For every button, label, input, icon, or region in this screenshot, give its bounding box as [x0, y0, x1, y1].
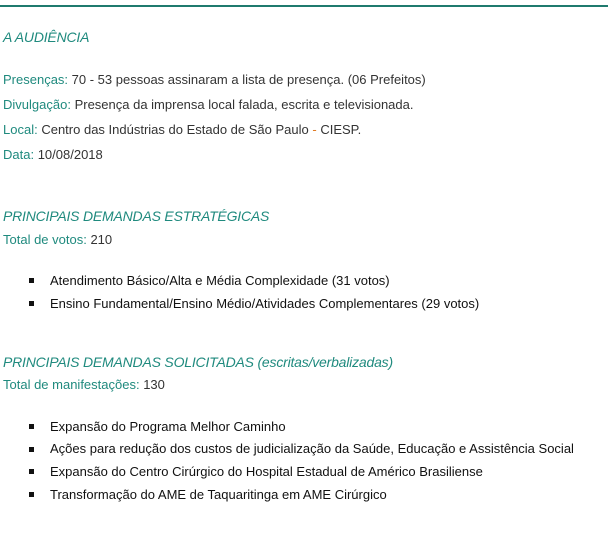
total-manifestacoes-label: Total de manifestações:	[3, 377, 140, 392]
bullet-icon	[29, 301, 34, 306]
list-item: Ações para redução dos custos de judicialização da Saúde, Educação e Assistência Social	[0, 438, 595, 460]
list-item: Ensino Fundamental/Ensino Médio/Atividades Complementares (29 votos)	[0, 292, 595, 315]
bullet-icon	[29, 278, 34, 283]
list-item: Atendimento Básico/Alta e Média Complexidade (31 votos)	[0, 269, 595, 292]
total-votos-value: 210	[90, 232, 113, 247]
list-item: Expansão do Centro Cirúrgico do Hospital Estadual de Américo Brasiliense	[0, 460, 595, 483]
divulgacao-value: Presença da imprensa local falada, escrita e televisionada.	[74, 97, 414, 112]
list-item: Expansão do Programa Melhor Caminho	[0, 415, 595, 438]
estrategicas-list	[0, 269, 595, 315]
section-title-estrategicas: PRINCIPAIS DEMANDAS ESTRATÉGICAS	[3, 208, 270, 224]
presencas-line	[3, 72, 426, 87]
total-manifestacoes-value: 130	[143, 377, 165, 392]
data-label: Data:	[3, 147, 35, 162]
local-value: Centro das Indústrias do Estado de São Paulo	[41, 122, 309, 137]
total-manifestacoes-line	[3, 377, 165, 392]
data-value: 10/08/2018	[37, 147, 103, 162]
bullet-icon	[29, 469, 34, 474]
presencas-label: Presenças:	[3, 72, 69, 87]
divulgacao-label: Divulgação:	[3, 97, 71, 112]
section-title-solicitadas: PRINCIPAIS DEMANDAS SOLICITADAS (escritas/verbalizadas)	[3, 354, 393, 370]
presencas-value: 70 - 53 pessoas assinaram a lista de presença. (06 Prefeitos)	[71, 72, 426, 87]
bullet-icon	[29, 424, 34, 429]
solicitadas-list	[0, 415, 595, 506]
list-item: Transformação do AME de Taquaritinga em AME Cirúrgico	[0, 483, 595, 506]
total-votos-line	[3, 232, 112, 247]
bullet-icon	[29, 492, 34, 497]
top-divider	[0, 5, 608, 7]
local-line	[3, 122, 361, 137]
section-title-audiencia: A AUDIÊNCIA	[3, 29, 90, 45]
total-votos-label: Total de votos:	[3, 232, 87, 247]
data-line	[3, 147, 103, 162]
local-label: Local:	[3, 122, 38, 137]
local-dash: -	[312, 122, 317, 137]
local-value-2: CIESP.	[320, 122, 362, 137]
bullet-icon	[29, 447, 34, 452]
divulgacao-line	[3, 97, 413, 112]
